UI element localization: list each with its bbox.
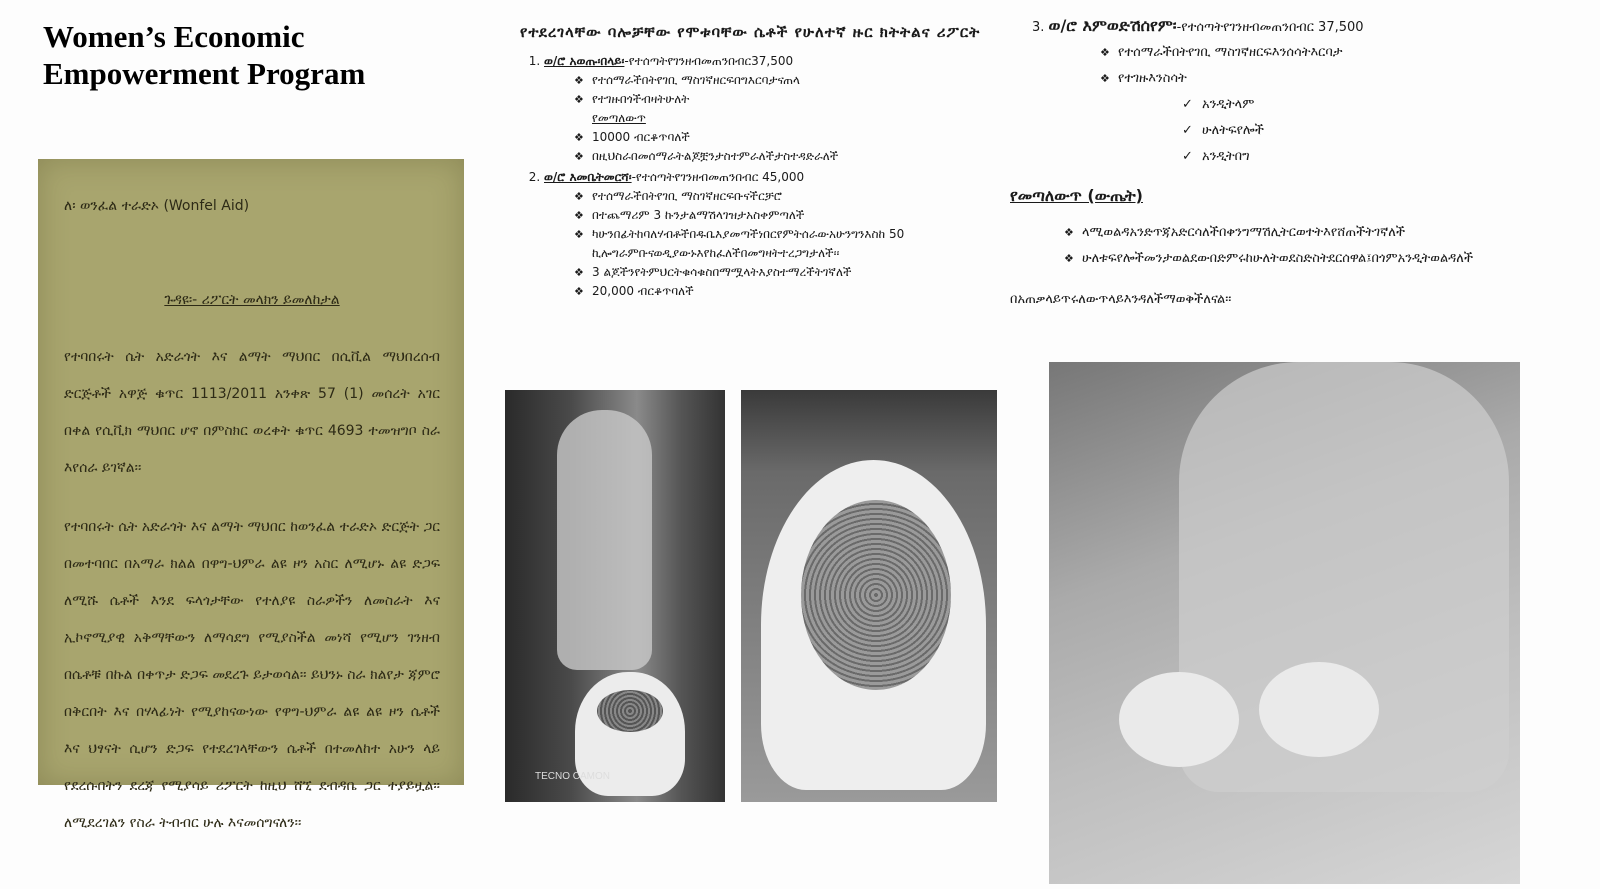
beneficiary-amount: -የተሰጣትየገንዘብመጠንበብር 45,000 [631,170,805,184]
beneficiary-name: ወ/ሮ እመቤትመርሻ፡ [544,170,632,184]
beneficiary-number: 3. [1032,20,1045,35]
animal-item: ✓ አንዲትላም [1182,92,1595,118]
photo-girl-with-grain-sack [505,390,725,802]
beneficiary-details [544,71,1002,166]
letter-paragraph-1: የተባበሩት ሴት አድራጎት እና ልማት ማህበር በሲቪል ማህበረሰብ ድርጅቶች አዋጅ ቁጥር 1113/2011 አንቀጽ 57 (1) መሰረት አገር በቀል የሲቪክ ማህበር ሆኖ በምስክር ወረቀት ቁጥር 4693 ተመዝግቦ ስራ እየሰራ ይገኛል፡፡ [64,349,440,476]
title-line-1: Women’s Economic [43,19,305,54]
detail-item: ❖ የተገዙእንስሳት [1100,66,1595,92]
letter-paragraph-2: የተባበሩት ሴት አድራጎት እና ልማት ማህበር ከወንፈል ተራድኦ ድርጅት ጋር በመተባበር በአማራ ክልል በዋግ-ህምራ ልዩ ዞን አስር ለሚሆኑ ልዩ ድጋፍ ለሚሹ ሴቶች እንደ ፍላጎታቸው የተለያዩ ስራዎችን ለመስራት እና ኢኮኖሚያዊ አቅማቸውን ለማሳደግ የሚያስችል መነሻ የሚሆን ገንዘብ በሴቶቹ በኩል በቀጥታ ድጋፍ መደረጉ ይታወሳል፡፡ ይህንኑ ስራ ክልየታ ጃምሮ በቅርበት እና በሃላፊነት የሚያከናውነው የዋግ-ህምራ ልዩ ልዩ ዞን ሴቶች እና ህፃናት ሲሆን ድጋፍ የተደረገላቸውን ሴቶች በተመለከተ አሁን ላይ የደረሱበትን ደረጃ የሚያሳይ ሪፖርት ከዚህ ሸኚ ደብዳቤ ጋር ተያይዟል፡፡ ለሚደረገልን የስራ ትብብር ሁሉ እናመሰግናለን፡፡ [64,519,440,831]
letter-recipient: ለ፡ ወንፈል ተራድኦ (Wonfel Aid) [64,198,250,214]
camera-watermark: TECNO CAMON [535,771,610,782]
detail-item: ❖ 3 ልጆችንየትምህርትቁሳቁስበማሟላትእያስተማረችትገኛለች [574,263,1002,282]
beneficiary-3-section [1010,14,1595,312]
photo-grain-sack [741,390,997,802]
goat-kid [1259,662,1379,757]
outcome-item: ❖ ላሚወልዳአንድጥጃአድርሳለችበቀንግማሽሊትርወተትእየሸጠችትገኛለች [1064,220,1595,246]
animal-item: ✓ ሁለትፍየሎች [1182,118,1595,144]
goat-kid [1119,672,1239,767]
scanned-letter [38,159,464,831]
animal-list [1010,92,1595,170]
summary-text: በአጠቃላይጥሩለውጥላይእንዳለችማወቅችለናል፡፡ [1010,292,1232,307]
beneficiary-details [544,187,1002,301]
detail-item: ❖ ካሁንበፊትከባለሃብቶችበዱቤእያመጣችነበርየምትሰራውአሁንግንእስከ 50 ኪሎግራምቡናወዲያውኑእየከፈለችበመግዛትተረጋግታለች፡፡ [574,225,1002,263]
outcome-list [1010,220,1595,272]
report-section [520,20,1002,303]
beneficiary-amount: -የተሰጣትየገንዘብመጠንበብር37,500 [624,54,794,68]
report-heading: የተደረገላቸው ባሎቻቸው የሞቱባቸው ሴቶች የሁለተኛ ዙር ክትትልና ሪፖርት [520,23,981,41]
detail-item: ❖ 20,000 ብርቆጥባለች [574,282,1002,301]
beneficiary-details [1010,40,1595,92]
outcome-item: ❖ ሁለቱፍየሎችመንታወልደውበድምሩከሁለትወደስድስትደርሰዋል፤በጎምአንዲትወልዳለች [1064,246,1595,272]
detail-item: ❖ በተጨማሪም 3 ኩንታልማሽላገዝታአስቀምጣለች [574,206,1002,225]
beneficiary-name: ወ/ሮ አወጡ፡በላይ፡ [544,54,625,68]
beneficiary-amount: -የተሰጣትየገንዘብመጠንበብር 37,500 [1176,20,1364,35]
title-line-2: Empowerment Program [43,56,366,91]
beneficiary-list [520,52,1002,301]
page-title [43,18,365,92]
beneficiary-name: ወ/ሮ እምወድሽሰየም፡ [1048,16,1177,35]
detail-item: ❖ በዚህስራበመሰማራትልጆቿንታስተምራለችታስተዳድራለች [574,147,1002,166]
animal-item: ✓ አንዲትበግ [1182,144,1595,170]
detail-item: ❖ የተሰማራችበትየገቢ ማስገኛዘርፍእንሰሳትእርባታ [1100,40,1595,66]
beneficiary-3 [1032,14,1595,40]
detail-item: ❖ 10000 ብርቆጥባለች [574,128,1002,147]
grain-sack [761,460,986,790]
outcome-heading: የመጣለውጥ (ውጤት) [1010,186,1143,205]
detail-item: ❖ የተሰማራችበትየገቢ ማስገኛዘርፍበግእርባታናጠላ [574,71,1002,90]
beneficiary-1 [544,52,1002,166]
letter-subject: ጉዳዩ፡- ሪፖርት መላክን ይመለከታል [164,292,340,308]
photo-woman-with-goat-kids [1049,362,1520,884]
detail-subheading: የመጣለውጥ [592,111,646,125]
detail-item: ❖ የተሰማራችበትየገቢ ማስገኛዘርፍቡናችርቻሮ [574,187,1002,206]
girl-figure [557,410,652,670]
detail-item: ❖ የተገዙበጎችብዛትሁለት [574,90,1002,109]
beneficiary-2 [544,168,1002,301]
